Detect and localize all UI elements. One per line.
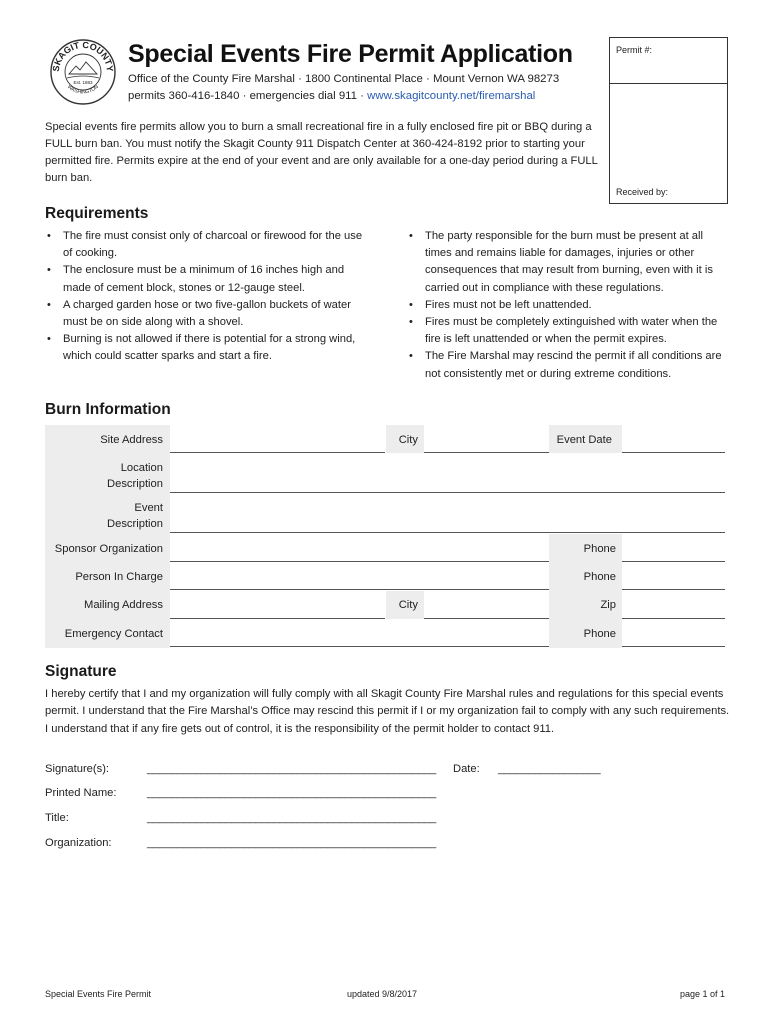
office-address: Office of the County Fire Marshal · 1800 Continental Place · Mount Vernon WA 98273: [128, 73, 560, 85]
mailing-city-field[interactable]: [424, 618, 549, 619]
sponsor-phone-label: Phone: [583, 543, 616, 555]
person-phone-label: Phone: [583, 571, 616, 583]
person-phone-field[interactable]: [622, 589, 725, 590]
location-label-line1: Location: [120, 462, 163, 474]
city-label: City: [398, 434, 418, 446]
list-item: • A charged garden hose or two five-gallon buckets of water must be on side along with a shovel.: [45, 297, 370, 331]
title-line[interactable]: ________________________________________________: [147, 812, 437, 824]
sponsor-organization-label: Sponsor Organization: [54, 543, 163, 555]
sponsor-phone-field[interactable]: [622, 561, 725, 562]
list-item: • The enclosure must be a minimum of 16 inches high and made of cement block, stones or 12-gauge steel.: [45, 262, 370, 296]
event-date-label: Event Date: [556, 434, 612, 446]
permit-number-label: Permit #:: [616, 45, 653, 55]
permit-box-divider: [610, 83, 727, 84]
list-item: • The party responsible for the burn must be present at all times and remains liable for damages, injuries or other consequences that may result from burning, even with it is carried out in compliance with these regulations.: [407, 228, 722, 297]
svg-text:Est. 1883: Est. 1883: [73, 80, 93, 85]
city-field[interactable]: [424, 452, 549, 453]
person-in-charge-label: Person In Charge: [75, 571, 163, 583]
organization-line[interactable]: ________________________________________________: [147, 837, 437, 849]
title-label: Title:: [45, 812, 69, 824]
list-item: • The Fire Marshal may rescind the permit if all conditions are not consistently met or during extreme conditions.: [407, 348, 722, 382]
zip-label: Zip: [600, 599, 616, 611]
list-item: • Fires must not be left unattended.: [407, 297, 722, 314]
signature-heading: Signature: [45, 663, 117, 680]
footer-form-name: Special Events Fire Permit: [45, 989, 152, 999]
burn-information-heading: Burn Information: [45, 401, 171, 418]
event-description-field[interactable]: [170, 532, 725, 533]
location-description-label: [45, 460, 163, 492]
list-item: • The fire must consist only of charcoal or firewood for the use of cooking.: [45, 228, 370, 262]
footer-page-number: page 1 of 1: [679, 989, 725, 999]
date-line[interactable]: _________________: [498, 763, 601, 775]
office-use-box: [609, 37, 728, 204]
event-label-line1: Event: [134, 502, 163, 514]
printed-name-line[interactable]: ________________________________________________: [147, 787, 437, 799]
mailing-address-label: Mailing Address: [84, 599, 163, 611]
requirements-heading: Requirements: [45, 205, 149, 222]
contact-numbers: permits 360-416-1840 · emergencies dial 911 ·: [128, 90, 368, 102]
requirements-list-right: [407, 228, 722, 383]
list-item: • Fires must be completely extinguished with water when the fire is left unattended or when the permit expires.: [407, 314, 722, 348]
county-seal-logo: [49, 38, 117, 106]
emergency-contact-field[interactable]: [170, 646, 549, 647]
emergency-phone-field[interactable]: [622, 646, 725, 647]
mailing-address-field[interactable]: [170, 618, 385, 619]
certification-statement: I hereby certify that I and my organization will fully comply with all Skagit County Fire Marshal rules and regulations for this special events permit. I understand that the Fire Marshal’s Office may rescind this permit if I or my organization fail to comply with any such requirements. I understand that if any fire gets out of control, it is the responsibility of the permit holder to contact 911.: [45, 688, 730, 735]
zip-field[interactable]: [622, 618, 725, 619]
emergency-phone-label: Phone: [583, 628, 616, 640]
site-address-field[interactable]: [170, 452, 385, 453]
location-description-field[interactable]: [170, 492, 725, 493]
contact-line: [128, 90, 535, 102]
organization-label: Organization:: [45, 837, 112, 849]
emergency-contact-label: Emergency Contact: [64, 628, 163, 640]
event-date-field[interactable]: [622, 452, 725, 453]
site-address-label: Site Address: [100, 434, 163, 446]
date-label: Date:: [453, 763, 480, 775]
form-title: Special Events Fire Permit Application: [128, 40, 573, 68]
received-by-label: Received by:: [616, 187, 669, 197]
sponsor-organization-field[interactable]: [170, 561, 549, 562]
requirements-list-left: [45, 228, 370, 366]
printed-name-label: Printed Name:: [45, 787, 117, 799]
event-label-line2: Description: [107, 518, 163, 530]
label-column-shading: [45, 425, 170, 648]
location-label-line2: Description: [107, 478, 163, 490]
signatures-label: Signature(s):: [45, 763, 110, 775]
intro-paragraph: Special events fire permits allow you to burn a small recreational fire in a fully enclosed fire pit or BBQ during a FULL burn ban. You must notify the Skagit County 911 Dispatch Center at 360-424-8192 prior to starting your permitted fire. Permits expire at the end of your event and are only available for a one-day period during a FULL burn ban.: [45, 121, 598, 184]
svg-text:SKAGIT COUNTY: SKAGIT COUNTY: [50, 39, 116, 73]
website-link[interactable]: www.skagitcounty.net/firemarshal: [367, 90, 536, 102]
list-item: • Burning is not allowed if there is potential for a strong wind, which could scatter sparks and start a fire.: [45, 331, 370, 365]
signatures-line[interactable]: ________________________________________________: [147, 763, 437, 775]
event-description-label: [45, 500, 163, 532]
person-in-charge-field[interactable]: [170, 589, 549, 590]
footer-updated-date: updated 9/8/2017: [347, 989, 418, 999]
mailing-city-label: City: [398, 599, 418, 611]
svg-text:WASHINGTON: WASHINGTON: [66, 84, 100, 96]
